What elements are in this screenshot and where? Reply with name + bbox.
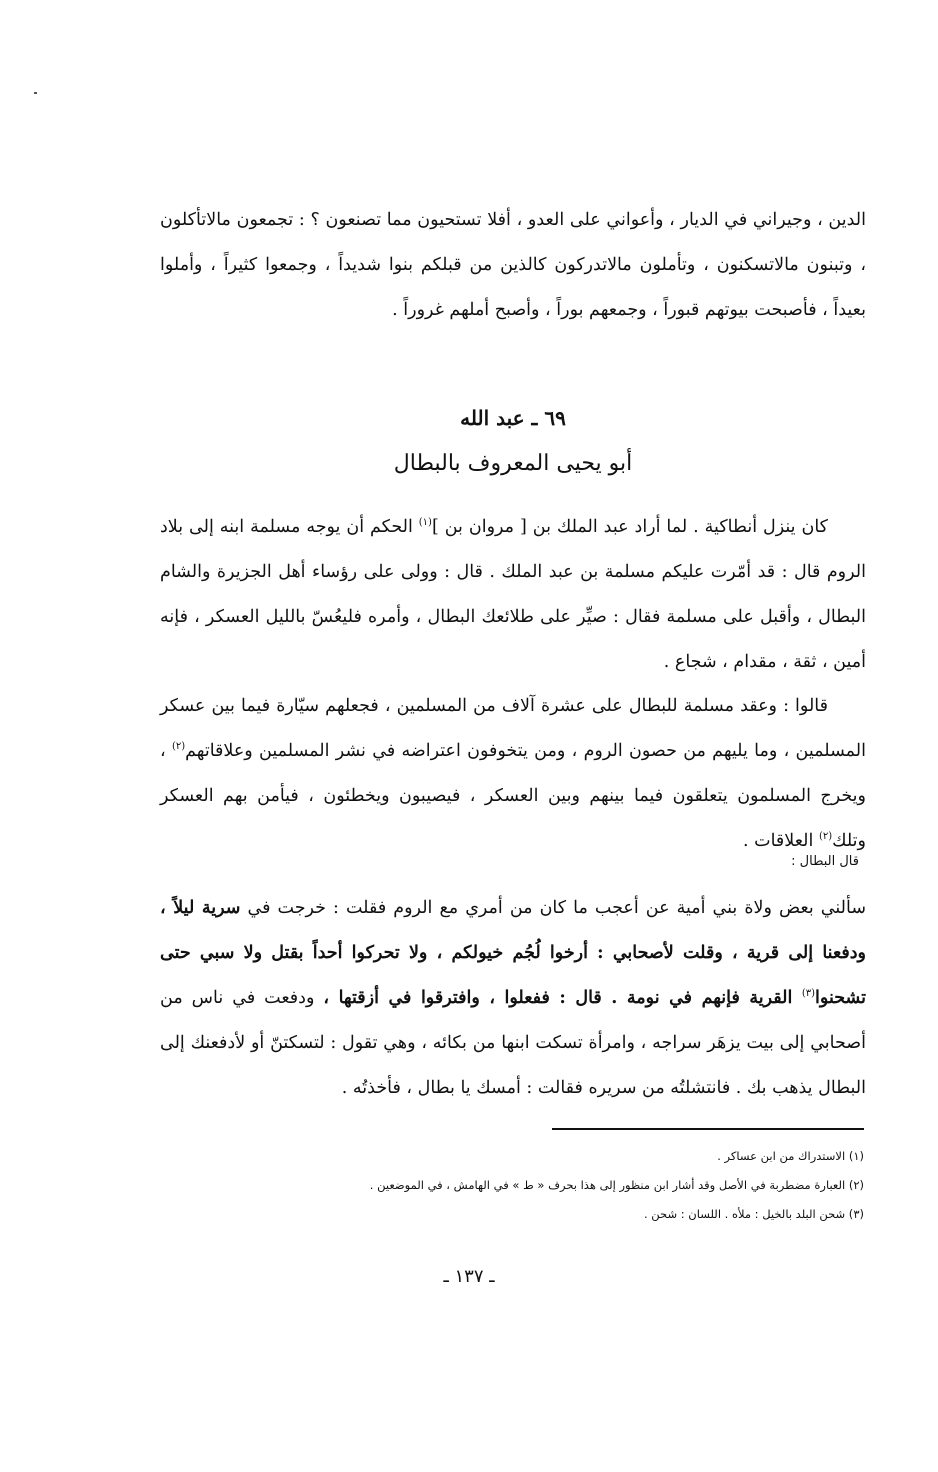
footnotes	[164, 1142, 864, 1229]
paragraph-3-part-1: سألني بعض ولاة بني أمية عن أعجب ما كان من أمري مع الروم فقلت : خرجت في	[240, 898, 866, 918]
paragraph-1-text	[160, 505, 866, 685]
intro-paragraph	[160, 198, 866, 333]
paragraph-2-part-2: ، ويخرج المسلمون يتعلقون فيما بينهم وبين العسكر ، فيصيبون ويخطئون ، فيأمن بهم العسكر وتلك	[160, 741, 866, 851]
scan-speck	[34, 92, 37, 94]
entry-heading	[160, 398, 866, 484]
paragraph-1-part-2: الحكم أن يوجه مسلمة ابنه إلى بلاد الروم قال : قد أمّرت عليكم مسلمة بن عبد الملك . قال : وولى على رؤساء أهل الجزيرة والشام البطال ، وأقبل على مسلمة فقال : صيِّر على طلائعك البطال ، وأمره فليعُسّ بالليل العسكر ، فإنه أمين ، ثقة ، مقدام ، شجاع .	[160, 517, 866, 672]
entry-title: ٦٩ ـ عبد الله	[460, 406, 566, 430]
paragraph-2-text	[160, 684, 866, 864]
page-number: ـ ١٣٧ ـ	[443, 1266, 495, 1287]
footnote-divider	[552, 1128, 864, 1130]
entry-subtitle: أبو يحيى المعروف بالبطال	[393, 451, 633, 476]
paragraph-2-part-1: قالوا : وعقد مسلمة للبطال على عشرة آلاف من المسلمين ، فجعلهم سيّارة فيما بين عسكر المسلمين ، وما يليهم من حصون الروم ، ومن يتخوفون اعتراضه في نشر المسلمين وعلاقاتهم	[160, 696, 866, 761]
speaker-label: قال البطال :	[791, 854, 859, 869]
paragraph-3	[160, 886, 866, 1111]
footnote-ref-3: (٣)	[801, 988, 816, 1000]
paragraph-2	[160, 684, 866, 864]
footnote-ref-2a: (٢)	[171, 741, 186, 753]
footnote-1: (١) الاستدراك من ابن عساكر .	[717, 1149, 864, 1163]
paragraph-3-bold-2: القرية فإنهم في نومة . قال : ففعلوا ، وافترقوا في أزقتها ،	[323, 988, 802, 1008]
paragraph-3-text	[160, 886, 866, 1111]
paragraph-3-bold-1: سرية ليلاً ، ودفعنا إلى قرية ، وقلت لأصحابي : أرخوا لُجُم خيولكم ، ولا تحركوا أحداً بقتل ولا سبي حتى تشحنوا	[160, 898, 867, 1008]
paragraph-3-part-2: ودفعت في ناس من أصحابي إلى بيت يزهَر سراجه ، وامرأة تسكت ابنها من بكائه ، وهي تقول : لتسكتنّ أو لأدفعنك إلى البطال يذهب بك . فانتشلتُه من سريره فقالت : أمسك يا بطال ، فأخذتُه .	[160, 988, 866, 1098]
paragraph-2-part-3: العلاقات .	[742, 831, 819, 851]
paragraph-1-part-1: كان ينزل أنطاكية . لما أراد عبد الملك بن [ مروان بن ]	[431, 517, 828, 537]
footnote-2: (٢) العبارة مضطربة في الأصل وقد أشار ابن منظور إلى هذا بحرف « ط » في الهامش ، في الموضعين .	[369, 1178, 864, 1192]
paragraph-1	[160, 505, 866, 685]
intro-text: الدين ، وجيراني في الديار ، وأعواني على العدو ، أفلا تستحيون مما تصنعون ؟ : تجمعون مالاتأكلون ، وتبنون مالاتسكنون ، وتأملون مالاتدركون كالذين من قبلكم بنوا شديداً ، وجمعوا كثيراً ، وأملوا بعيداً ، فأصبحت بيوتهم قبوراً ، وجمعهم بوراً ، وأصبح أملهم غروراً .	[160, 210, 866, 320]
footnote-3: (٣) شحن البلد بالخيل : ملأه . اللسان : شحن .	[643, 1207, 864, 1221]
footnote-ref-2b: (٢)	[818, 831, 833, 843]
footnote-ref-1: (١)	[418, 517, 432, 529]
